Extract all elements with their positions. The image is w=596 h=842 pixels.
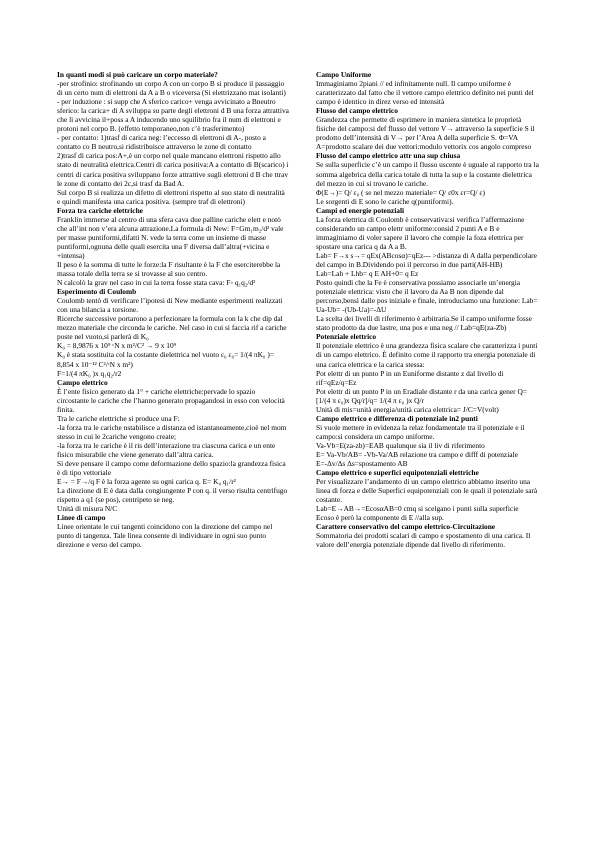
section-heading: Flusso del campo elettrico	[316, 106, 398, 116]
paragraph: È l’ente fisico generato da 1° + cariche elettriche:pervade lo spazio circostante le cariche che l’hanno generato propagandosi in esso con velocità finita.	[57, 386, 285, 414]
left-column	[57, 70, 289, 549]
paragraph: Sommatoria dei prodotti scalari di campo e spostamento di una carica. Il valore dell’energia potenziale dipende dal livello di riferimento.	[316, 531, 531, 550]
section-heading: Linee di campo	[57, 513, 106, 523]
paragraph: Grandezza che permette di esprimere in maniera sintetica le proprietà fisiche del campo:si def flusso del vettore V→ attraverso la superficie S il prodotto dell’intensità di V→ per l’Area A della superficie S. Φ=VA	[316, 115, 535, 143]
paragraph: -per strofinio: strofinando un corpo A con un corpo B si produce il passaggio di un certo num di elettroni da A a B o viceversa (Si elettrizzano mat isolanti)	[57, 79, 286, 98]
paragraph: La forza elettrica di Coulomb è conservativa:si verifica l’affermazione considerando un campo elettr uniforme:consid 2 punti A e B e immaginiamo di voler sapere il lavoro che compie la foza elettrica per spostare una carica q da A a B.	[316, 214, 525, 251]
paragraph: K₀ = 8,9876 x 10⁹ ᶜN x m²/C² → 9 x 10⁹	[57, 341, 177, 351]
paragraph: Linee orientate le cui tangenti coincidono con la direzione del campo nel punto di tangenza. Tale linea consente di individuare in ogni suo punto direzione e verso del campo.	[57, 522, 273, 550]
paragraph: -la forza tra le cariche è il ris dell’interazione tra ciascuna carica e un ente fisico misurabile che viene generato dall’altra carica.	[57, 440, 276, 459]
paragraph: -la forza tra le cariche nstabilisce a distanza ed istantaneamente,cioè nel mom stesso in cui le 2cariche vengono create;	[57, 422, 287, 441]
section-heading: Campo elettrico e superfici equipotenziali elettriche	[316, 468, 479, 478]
section-heading: Carattere conservativo del campo elettrico-Circuitazione	[316, 522, 496, 532]
paragraph: Si vuole mettere in evidenza la relaz fondamentale tra il potenziale e il campo:si considera un campo uniforme.	[316, 422, 525, 441]
paragraph: Si deve pensare il campo come deformazione dello spazio:la grandezza fisica è di tipo vettoriale	[57, 459, 286, 478]
section-heading: Campo elettrico e differenza di potenziale in2 punti	[316, 413, 478, 423]
paragraph: Ricerche successive portarono a perfezionare la formula con la k che dip dal mezzo materiale che circonda le cariche. Nel caso in cui si faccia rif a cariche poste nel vuoto,si parlerà di K₀	[57, 314, 287, 342]
paragraph: Sul corpo B si realizza un difetto di elettroni rispetto al suo stato di neutralità e quindi manifesta una carica positiva. (sempre traf di elettroni)	[57, 187, 285, 206]
paragraph: Per visualizzare l’andamento di un campo elettrico abbiamo inserito una linea di forza e delle Superfici equipotenziali con le quali il potenziale sarà costante.	[316, 477, 538, 505]
paragraph: - per induzione : si supp che A sferico carico+ venga avvicinato a Bneutro sferico: la carica+ di A sviluppa su parte degli elettroni d B una forza attrattiva che li avvicina il+poss a A inducendo uno squilibrio fra il num di elettroni e protoni nel corpo B. (effetto temporaneo,non c’è trasferimento)	[57, 97, 289, 134]
section-heading: Campo Uniforme	[316, 70, 372, 79]
paragraph: Unità di misura N/C	[57, 504, 118, 514]
paragraph: Pot elettr di un punto P in un Euniforme distante z dal livello di rif=qEz/q=Ez	[316, 368, 504, 387]
section-heading: In quanti modi si può caricare un corpo materiale?	[57, 70, 218, 79]
paragraph: K₀ è stata sostituita col la costante dielettrica nel vuoto ε₀ ε₀= 1/(4 πK₀ )= 8,854 x 10⁻¹² C²/ᶜN x m²)	[57, 350, 274, 369]
section-heading: Potenziale elettrico	[316, 332, 377, 342]
section-heading: Campi ed energie potenziali	[316, 205, 405, 215]
paragraph: Se sulla superficie c’è un campo il flusso uscente è uguale al rapporto tra la somma algebrica della carica totale di tutta la sup e la costante dielettrica del mezzo in cui si trovano le cariche.	[316, 160, 539, 188]
paragraph: E= Va-Vb/AB= -Vb-Va/AB relazione tra campo e difff di potenziale	[316, 449, 518, 459]
section-heading: Esperimento di Coulomb	[57, 287, 137, 297]
paragraph: [1/(4 π ε₀)x Qq/r]/q= 1/(4 π ε₀ )x Q/r	[316, 395, 424, 405]
paragraph: F=1/(4 πK₀ )x q₁q₂/r2	[57, 368, 122, 378]
paragraph: Le sorgenti di E sono le cariche q(puntiformi).	[316, 196, 454, 206]
section-heading: Forza tra cariche elettriche	[57, 205, 143, 215]
right-column	[316, 70, 542, 549]
paragraph: Immaginiamo 2piani // ed infinitamente null. Il campo uniforme è caratterizzato dal fatto che il vettore campo elettrico definito nei punti del campo è identico in direz verso ed intensità	[316, 79, 534, 107]
paragraph: Tra le cariche elettriche si produce una F:	[57, 413, 180, 423]
paragraph: Φ(E→)= Q/ ε₀ ( se nel mezzo materiale= Q/ ε0x εr=Q/ ε)	[316, 187, 485, 197]
section-heading: Campo elettrico	[57, 377, 108, 387]
paragraph: Franklin immerse al centro di una sfera cava due palline cariche elett e notò che all’int non v’era alcuna attrazione.La formula di New: F=Gm₁m₂/d² vale per masse puntiformi,difatti N. vede la terra come un insieme di masse puntiformi,ognuna delle quali esercita una F diversa dall’altra(+vicina e +intensa)	[57, 214, 284, 260]
paragraph: Va-Vb=E(za-zb)=EAB qualunque sia il liv di riferimento	[316, 440, 485, 450]
paragraph: N calcolò la grav nel caso in cui la terra fosse stata cava: F◦ q₁q₂/d²	[57, 278, 256, 288]
paragraph: Pot elettr di un punto P in un Eradiale distante r da una carica gener Q=	[316, 386, 527, 396]
paragraph: Il peso è la somma di tutte le forze:la F risultante è la F che eserciterebbe la massa totale della terra se si trovasse al suo centro.	[57, 259, 281, 279]
paragraph: Ecoso è però la componente di E //alla sup.	[316, 513, 444, 523]
paragraph: Lab= F→x s→= qEx(ABcosα)=qEz--- >distanza di A dalla perpendicolare del campo in B.Dividendo poi il percorso in due parti(AH-HB)	[316, 250, 537, 269]
section-heading: Flusso del campo elettrico attr una sup chiusa	[316, 151, 461, 161]
paragraph: La direzione di E è data dalla congiungente P con q. il verso risulta centrifugo rispetto a q1 (se pos), centripeto se neg.	[57, 486, 288, 505]
paragraph: A=prodotto scalare dei due vettori:modulo vettorix cos angolo compreso	[316, 142, 532, 152]
paragraph: Lab=Lah + Lhb= q E AH+0= q Ez	[316, 269, 419, 279]
paragraph: Posto quindi che la Fe è conservativa possiamo associarle un’energia potenziale elettrica: visto che il lavoro da Aa B non dipende dal percorso,bensì dalle pos iniziale e finale, introduciamo una funzione: Lab= Ua-Ub= -(Ub-Ua)=-ΔU	[316, 278, 538, 315]
paragraph: 2)trasf di carica pos:A+,è un corpo nel quale mancano elettroni rispetto allo stato di neutralità elettrica.Centri di carica positiva:A a contatto di B(scarico) i centri di carica positiva sviluppano forze attrattive sugli elettroni d B che ttrav le zone di contatto dei 2c,si trasf da Bad A.	[57, 151, 289, 188]
paragraph: La scelta dei livelli di riferimento è arbitraria.Se il campo uniforme fosse stato prodotto da due lastre, una pos e una neg // Lab=qE(za-Zb)	[316, 314, 532, 333]
paragraph: - per contatto: 1)trasf di carica neg: l’eccesso di elettroni di A-, posto a contatto co B neutro,si ridistribuisce attraverso le zone di contatto	[57, 133, 266, 152]
paragraph: Unità di mis=unità energia/unità carica elettrica= J/C=V(volt)	[316, 404, 499, 414]
paragraph: Il potenziale elettrico è una grandezza fisica scalare che caratterizza i punti di un campo elettrico. È definito come il rapporto tra energia potenziale di una carica elettrica e la carica stessa:	[316, 341, 538, 369]
paragraph: E→ = F→/q F è la forza agente su ogni carica q. E= K₀ q₁/r²	[57, 477, 236, 487]
paragraph: E=-Δv/Δs Δs=spostamento AB	[316, 459, 408, 469]
paragraph: Coulomb tentò di verificare l’ipotesi di New mediante esperimenti realizzati con una bilancia a torsione.	[57, 296, 283, 315]
paragraph: Lab=E→AB→=EcosαAB=0 cmq si scelgano i punti sulla superficie	[316, 504, 519, 514]
